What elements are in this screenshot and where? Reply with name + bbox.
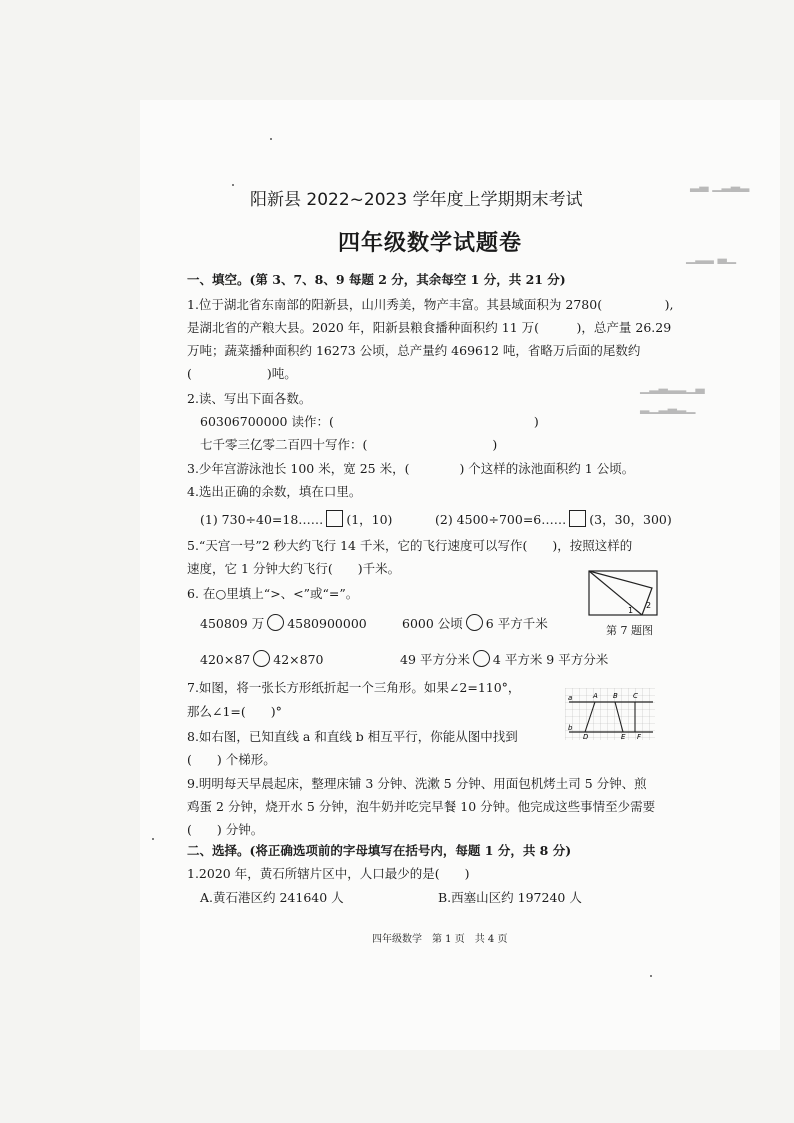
s2-q1-option-a: A.黄石港区约 241640 人 [200,890,344,905]
q4-line: 4.选出正确的余数，填在口里。 [187,484,362,499]
fig8-label-A: A [593,692,598,700]
fig8-label-E: E [621,733,626,740]
q7-line1: 7.如图，将一张长方形纸折起一个三角形。如果∠2=110°， [187,680,521,695]
q6-r2b-right: 4 平方米 9 平方分米 [492,652,609,667]
fig8-label-b: b [568,724,573,732]
bleed-through: ▂▁▂▃▂▁ [640,400,696,414]
q6-line: 6. 在○里填上“>、<”或“=”。 [187,586,359,601]
bleed-through: ▁▂▃▂▂▁▃ [640,380,705,394]
fig7-diagram [588,568,660,620]
exam-subtitle: 四年级数学试题卷 [338,230,523,256]
compare-circle[interactable] [267,614,284,631]
q6-r2b [400,650,608,668]
q1-line3: 万吨；蔬菜播种面积约 16273 公顷，总产量约 469612 吨，省略万后面的尾数约 [187,343,641,358]
speck [650,975,652,977]
fig8-label-D: D [583,733,589,740]
speck [232,184,234,186]
fig8-label-F: F [637,733,642,740]
bleed-through: ▁▂▂ ▃▁ [686,250,736,264]
speck [270,138,272,140]
section1-heading: 一、填空。(第 3、7、8、9 每题 2 分，其余每空 1 分，共 21 分) [187,272,566,287]
compare-circle[interactable] [253,650,270,667]
s2-q1-option-b: B.西塞山区约 197240 人 [438,890,582,905]
fig8-label-a: a [568,694,573,702]
q6-r2b-left: 49 平方分米 [400,652,470,667]
answer-box[interactable] [569,510,586,527]
q4-b-options: (3，30，300) [589,512,672,527]
q2-line1: 2.读、写出下面各数。 [187,391,312,406]
q9-line1: 9.明明每天早晨起床，整理床铺 3 分钟、洗漱 5 分钟、用面包机烤土司 5 分钟、煎 [187,776,647,791]
s2-q1: 1.2020 年，黄石所辖片区中，人口最少的是( ) [187,866,470,881]
q4-a-text: (1) 730÷40=18…… [200,512,324,527]
q1-line2: 是湖北省的产粮大县。2020 年，阳新县粮食播种面积约 11 万( )，总产量 26.29 [187,320,672,335]
page-footer: 四年级数学 第 1 页 共 4 页 [372,934,508,945]
fig7-fold [589,571,652,615]
q5-line1: 5.“天宫一号”2 秒大约飞行 14 千米，它的飞行速度可以写作( )，按照这样的 [187,538,633,553]
q4-b [435,510,672,528]
bleed-through: ▂▃ ▁▂▃▂ [690,178,750,192]
q6-r2a-right: 42×870 [273,652,324,667]
q9-line3: ( ) 分钟。 [187,822,264,837]
q2-line2: 60306700000 读作：( ) [200,414,539,429]
exam-title: 阳新县 2022~2023 学年度上学期期末考试 [250,190,583,210]
q4-b-text: (2) 4500÷700=6…… [435,512,567,527]
speck [152,838,154,840]
fig7-caption: 第 7 题图 [606,624,653,637]
q6-r1b-right: 6 平方千米 [485,616,548,631]
q6-r1a-right: 4580900000 [287,616,367,631]
q6-r2a-left: 420×87 [200,652,251,667]
q5-line2: 速度，它 1 分钟大约飞行( )千米。 [187,561,401,576]
q3-line: 3.少年宫游泳池长 100 米，宽 25 米，( ) 个这样的泳池面积约 1 公顷。 [187,461,635,476]
q8-line1: 8.如右图，已知直线 a 和直线 b 相互平行，你能从图中找到 [187,729,518,744]
q1-line4: ( )吨。 [187,366,297,381]
q7-line2: 那么∠1=( )° [187,704,282,719]
q1-line1: 1.位于湖北省东南部的阳新县，山川秀美，物产丰富。其县域面积为 2780( ), [187,297,674,312]
q6-r1b [402,614,548,632]
fig8-label-B: B [613,692,618,700]
q9-line2: 鸡蛋 2 分钟，烧开水 5 分钟，泡牛奶并吃完早餐 10 分钟。他完成这些事情至少需要 [187,799,656,814]
section2-heading: 二、选择。(将正确选项前的字母填写在括号内，每题 1 分，共 8 分) [187,843,572,858]
fig7-label-2: 2 [646,601,652,610]
q2-line3: 七千零三亿零二百四十写作：( ) [200,437,498,452]
q6-r1a [200,614,367,632]
q6-r1a-left: 450809 万 [200,616,265,631]
q6-r2a [200,650,324,668]
q8-line2: ( ) 个梯形。 [187,752,276,767]
fig8-label-C: C [633,692,638,700]
answer-box[interactable] [326,510,343,527]
fig7-label-1: 1 [628,606,634,615]
q6-r1b-left: 6000 公顷 [402,616,463,631]
q4-a [200,510,392,528]
compare-circle[interactable] [473,650,490,667]
fig8-diagram [565,688,655,740]
compare-circle[interactable] [466,614,483,631]
q4-a-options: (1，10) [346,512,393,527]
